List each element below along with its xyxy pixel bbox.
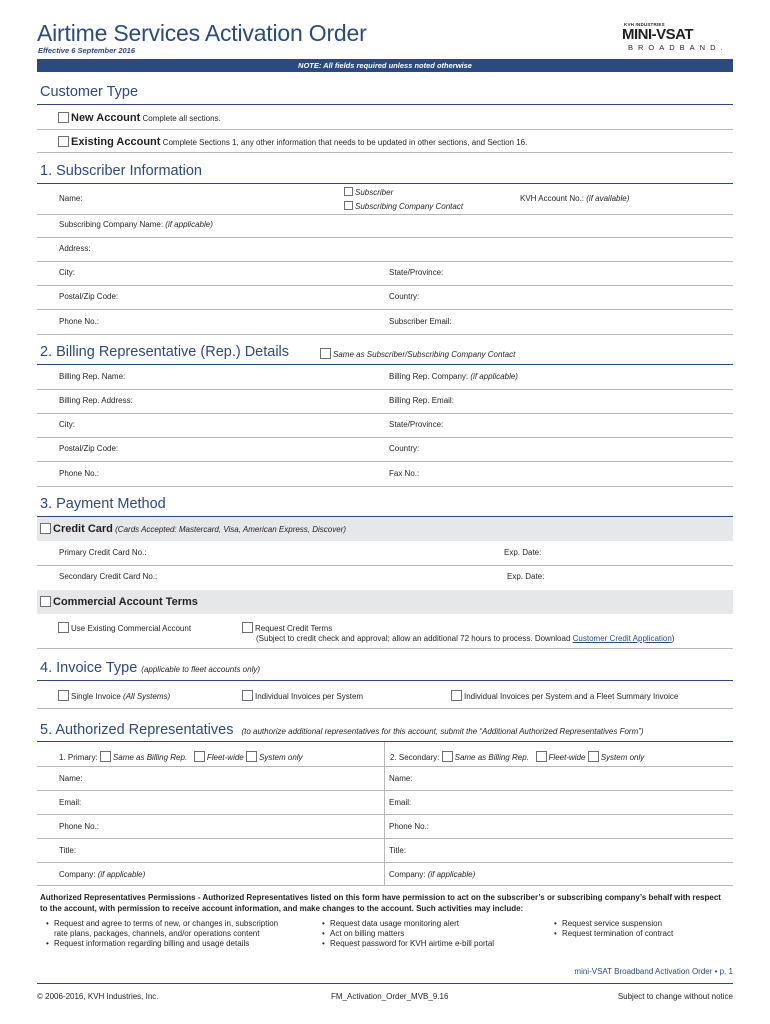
company-contact-checkbox[interactable] [344, 201, 353, 210]
disclaimer: Subject to change without notice [617, 992, 733, 1001]
list-item: • Request service suspension [552, 919, 732, 929]
divider [37, 334, 733, 335]
use-existing-checkbox[interactable] [58, 622, 69, 633]
primary-fleet-wide-checkbox[interactable] [194, 751, 205, 762]
subscriber-option[interactable]: Subscriber [344, 187, 393, 197]
individual-fleet-invoice-checkbox[interactable] [451, 690, 462, 701]
divider [37, 486, 733, 487]
divider [37, 766, 733, 767]
customer-type-title: Customer Type [40, 84, 139, 100]
logo-kvh-text: KVH INDUSTRIES [624, 22, 665, 27]
list-item: • Act on billing matters [320, 929, 540, 939]
billing-fax-label: Fax No.: [389, 469, 420, 478]
page-reference: mini-VSAT Broadband Activation Order • p. 1 [574, 967, 733, 976]
secondary-title-label: Title: [389, 846, 407, 855]
divider [37, 413, 733, 414]
divider [37, 814, 733, 815]
secondary-rep-row: 2. Secondary: Same as Billing Rep. Fleet-wide System only [390, 753, 645, 762]
permissions-list-3 [552, 919, 732, 939]
secondary-phone-label: Phone No.: [389, 822, 430, 831]
secondary-card-label: Secondary Credit Card No.: [59, 572, 158, 581]
billing-phone-label: Phone No.: [59, 469, 100, 478]
divider [37, 152, 733, 153]
billing-postal-label: Postal/Zip Code: [59, 444, 119, 453]
company-name-label: Subscribing Company Name: (if applicable) [59, 220, 213, 229]
request-credit-checkbox[interactable] [242, 622, 253, 633]
primary-phone-label: Phone No.: [59, 822, 100, 831]
divider [37, 862, 733, 863]
billing-rep-email-label: Billing Rep. Email: [389, 396, 454, 405]
divider [37, 129, 733, 130]
new-account-checkbox[interactable] [58, 112, 69, 123]
divider [37, 885, 733, 886]
divider [37, 838, 733, 839]
secondary-email-label: Email: [389, 798, 412, 807]
divider [37, 565, 733, 566]
list-item: • Request information regarding billing and usage details [44, 939, 284, 949]
use-existing-option[interactable]: Use Existing Commercial Account [58, 622, 191, 633]
address-label: Address: [59, 244, 91, 253]
secondary-same-as-billing-checkbox[interactable] [442, 751, 453, 762]
secondary-system-only-checkbox[interactable] [588, 751, 599, 762]
kvh-mini-vsat-logo [622, 22, 734, 52]
billing-rep-company-label: Billing Rep. Company: (if applicable) [389, 372, 518, 381]
kvh-account-label: KVH Account No.: (if available) [520, 194, 630, 203]
billing-same-as-checkbox[interactable] [320, 348, 331, 359]
billing-same-as-option[interactable]: Same as Subscriber/Subscribing Company Contact [320, 348, 515, 359]
country-label: Country: [389, 292, 420, 301]
copyright: © 2006-2016, KVH Industries, Inc. [37, 992, 159, 1001]
divider [37, 237, 733, 238]
primary-system-only-checkbox[interactable] [246, 751, 257, 762]
divider [37, 790, 733, 791]
primary-exp-label: Exp. Date: [504, 548, 542, 557]
primary-title-label: Title: [59, 846, 77, 855]
divider [37, 461, 733, 462]
primary-card-label: Primary Credit Card No.: [59, 548, 147, 557]
commercial-terms-option[interactable]: Commercial Account Terms [40, 596, 198, 608]
logo-broadband-text: BROADBAND. [628, 43, 728, 52]
credit-card-option[interactable]: Credit Card (Cards Accepted: Mastercard, Visa, American Express, Discover) [40, 523, 346, 535]
subscriber-rule [37, 183, 733, 184]
postal-label: Postal/Zip Code: [59, 292, 119, 301]
request-credit-note: (Subject to credit check and approval; allow an additional 72 hours to process. Download Customer Credit Application) [256, 634, 675, 643]
new-account-option[interactable]: New Account Complete all sections. [58, 112, 221, 124]
primary-company-label: Company: (if applicable) [59, 870, 146, 879]
divider [37, 437, 733, 438]
subscriber-name-label: Name: [59, 194, 83, 203]
billing-city-label: City: [59, 420, 75, 429]
billing-state-label: State/Province: [389, 420, 444, 429]
individual-invoice-option[interactable]: Individual Invoices per System [242, 690, 363, 701]
list-item: • Request data usage monitoring alert [320, 919, 540, 929]
secondary-name-label: Name: [389, 774, 413, 783]
individual-invoice-checkbox[interactable] [242, 690, 253, 701]
billing-section-title: 2. Billing Representative (Rep.) Details [40, 344, 290, 360]
logo-mini-vsat-text: MINI-VSAT [622, 26, 694, 43]
divider [37, 214, 733, 215]
footer-rule [37, 983, 733, 984]
permissions-paragraph: Authorized Representatives Permissions - Authorized Representatives listed on this form have permission to act on the subscriber’s or subscribing company’s behalf with respect to the account, with permission to receive account information, and make changes to the account. Such activities may include: [40, 893, 721, 913]
secondary-exp-label: Exp. Date: [507, 572, 545, 581]
subscriber-section-title: 1. Subscriber Information [40, 163, 202, 179]
divider [37, 389, 733, 390]
list-item: • Request and agree to terms of new, or changes in, subscription rate plans, packages, channels, and/or operations content [44, 919, 284, 939]
billing-rep-address-label: Billing Rep. Address: [59, 396, 133, 405]
primary-email-label: Email: [59, 798, 82, 807]
individual-fleet-invoice-option[interactable]: Individual Invoices per System and a Fleet Summary Invoice [451, 690, 678, 701]
customer-type-rule [37, 104, 733, 105]
phone-label: Phone No.: [59, 317, 100, 326]
primary-name-label: Name: [59, 774, 83, 783]
list-item: • Request password for KVH airtime e-bill portal [320, 939, 540, 949]
page-title: Airtime Services Activation Order [37, 20, 367, 46]
existing-account-checkbox[interactable] [58, 136, 69, 147]
permissions-list-2 [320, 919, 540, 949]
single-invoice-checkbox[interactable] [58, 690, 69, 701]
invoice-section-title: 4. Invoice Type (applicable to fleet accounts only) [40, 660, 261, 676]
subscriber-email-label: Subscriber Email: [389, 317, 452, 326]
divider [37, 708, 733, 709]
authorized-section-title: 5. Authorized Representatives (to authorize additional representatives for this account, submit the “Additional Authorized Representatives Form”) [40, 722, 644, 738]
secondary-company-label: Company: (if applicable) [389, 870, 476, 879]
credit-card-checkbox[interactable] [40, 523, 51, 534]
document-code: FM_Activation_Order_MVB_9.16 [331, 992, 449, 1001]
payment-section-title: 3. Payment Method [40, 496, 166, 512]
list-item: • Request termination of contract [552, 929, 732, 939]
city-label: City: [59, 268, 75, 277]
customer-credit-application-link[interactable]: Customer Credit Application [572, 634, 672, 643]
billing-country-label: Country: [389, 444, 420, 453]
billing-rule [37, 364, 733, 365]
subscriber-checkbox[interactable] [344, 187, 353, 196]
billing-rep-name-label: Billing Rep. Name: [59, 372, 126, 381]
divider [37, 309, 733, 310]
primary-same-as-billing-checkbox[interactable] [100, 751, 111, 762]
divider [37, 285, 733, 286]
effective-date: Effective 6 September 2016 [38, 46, 135, 55]
company-contact-option[interactable]: Subscribing Company Contact [344, 201, 463, 211]
commercial-terms-checkbox[interactable] [40, 596, 51, 607]
state-label: State/Province: [389, 268, 444, 277]
existing-account-option[interactable]: Existing Account Complete Sections 1, any other information that needs to be updated in other sections, and Section 16. [58, 136, 527, 148]
secondary-fleet-wide-checkbox[interactable] [536, 751, 547, 762]
single-invoice-option[interactable]: Single Invoice (All Systems) [58, 690, 170, 701]
invoice-rule [37, 680, 733, 681]
required-fields-note: NOTE: All fields required unless noted otherwise [37, 59, 733, 72]
request-credit-option[interactable]: Request Credit Terms [242, 622, 332, 633]
primary-rep-row: 1. Primary: Same as Billing Rep. Fleet-wide System only [59, 753, 303, 762]
authorized-rule [37, 741, 733, 742]
divider [37, 261, 733, 262]
divider [37, 648, 733, 649]
permissions-list-1 [44, 919, 284, 949]
